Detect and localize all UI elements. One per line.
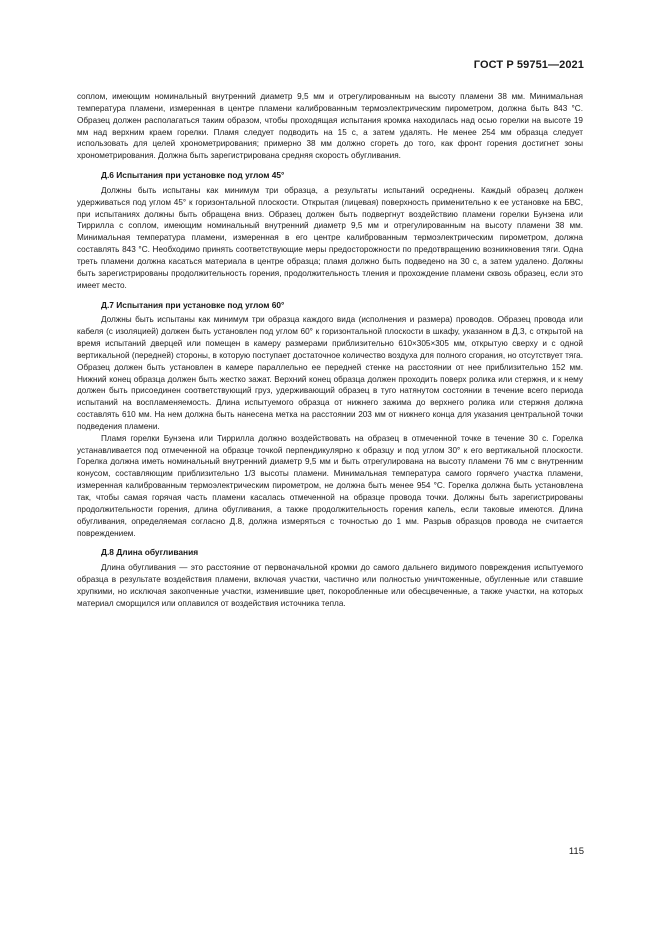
section-d8-heading: Д.8 Длина обугливания <box>101 547 199 558</box>
section-d8-paragraph: Длина обугливания — это расстояние от первоначальной кромки до самого дальнего видимого повреждения испытуемого образца в результате воздействия пламени, включая участки, частично или полностью уничтоженные, обугленные или ставшие хрупкими, но исключая закопченные участки, изменившие цвет, покоробленные или обесцвеченные, а также участки, на которых материал сморщился или оплавился от воздействия источника тепла. <box>77 563 583 608</box>
section-d6 <box>77 170 583 291</box>
page-number: 115 <box>568 846 584 857</box>
section-d6-heading: Д.6 Испытания при установке под углом 45° <box>101 170 285 181</box>
section-d7-paragraph-2: Пламя горелки Бунзена или Тиррилла должно воздействовать на образец в отмеченной точке в течение 30 с. Горелка устанавливается под отмеченной на образце точкой перпендикулярно к образцу и под углом 30° к его вертикальной плоскости. Горелка должна иметь номинальный внутренний диаметр 9,5 мм и быть отрегулирована на высоту пламени 76 мм с внутренним конусом, составляющим приблизительно 1/3 высоты пламени. Минимальная температура самого горячего участка пламени, измеренная калиброванным термоэлектрическим пирометром, не должна быть менее 954 °С. Горелка должна быть установлена так, чтобы самая горячая часть пламени касалась отмеченной на образце провода точки. Должны быть зарегистрированы продолжительности горения, длина обугливания, а также продолжительность горения капель, если таковые имеются. Длина обугливания, определяемая согласно Д.8, должна измеряться с точностью до 1 мм. Разрыв образцов провода не считается повреждением. <box>77 433 583 538</box>
section-d7-paragraph-1: Должны быть испытаны как минимум три образца каждого вида (исполнения и размера) проводов. Образец провода или кабеля (с изоляцией) должен быть установлен под углом 60° к горизонтальной плоскости в шкафу, указанном в Д.3, с открытой на время испытаний дверцей или помещен в камеру размерами приблизительно 610×305×305 мм, открытую сверху и с одной вертикальной (передней) стороны, в которую поступает достаточное количество воздуха для полного сгорания, но отсутствует тяга. Образец должен быть установлен в камере параллельно ее передней стенке на расстоянии от нее приблизительно 152 мм. Нижний конец образца должен быть жестко зажат. Верхний конец образца должен проходить поверх ролика или стержня, и к нему должен быть присоединен соответствующий груз, удерживающий образец в туго натянутом состоянии в течение всего периода испытаний на воспламеняемость. Длина испытуемого образца от нижнего зажима до верхнего ролика или стержня должна составлять 610 мм. На нем должна быть нанесена метка на расстоянии 203 мм от нижнего конца для указания центральной точки подведения пламени. <box>77 315 583 431</box>
section-d7 <box>77 300 583 540</box>
intro-paragraph: соплом, имеющим номинальный внутренний диаметр 9,5 мм и отрегулированным на высоту пламени 38 мм. Минимальная температура пламени, измеренная в центре пламени калиброванным термоэлектрическим пирометром, должна быть 843 °С. Образец должен располагаться таким образом, чтобы проходящая испытания кромка находилась над осью горелки на высоте 19 мм над верхним краем горелки. Пламя следует подводить на 15 с, а затем удалять. Не менее 254 мм образца следует использовать для целей хронометрирования; примерно 38 мм должно сгореть до того, как фронт горения достигнет зоны хронометрирования. Должна быть зарегистрирована средняя скорость обугливания. <box>77 92 583 161</box>
section-d8 <box>77 547 583 609</box>
document-body <box>77 91 583 610</box>
section-d6-paragraph: Должны быть испытаны как минимум три образца, а результаты испытаний осреднены. Каждый образец должен удерживаться под углом 45° к горизонтальной плоскости. Открытая (лицевая) поверхность применительно к ее установке на БВС, при испытаниях должны быть обращена вниз. Образец должен быть подвергнут воздействию пламени горелки Бунзена или Тиррилла с соплом, имеющим номинальный внутренний диаметр 9,5 мм и отрегулированным на высоту пламени 38 мм. Минимальная температура пламени, измеренная в его центре калиброванным термоэлектрическим пирометром, должна составлять 843 °С. Необходимо принять соответствующие меры предосторожности по предотвращению возникновения тяги. Одна треть пламени должна касаться материала в центре образца; пламя должно быть подведено на 30 с, а затем удалено. Должны быть зарегистрированы продолжительность горения, продолжительность тления и прохождение пламени сквозь образец, если это имеет место. <box>77 185 583 290</box>
standard-designation: ГОСТ Р 59751—2021 <box>473 59 584 71</box>
section-d7-heading: Д.7 Испытания при установке под углом 60° <box>101 299 285 310</box>
